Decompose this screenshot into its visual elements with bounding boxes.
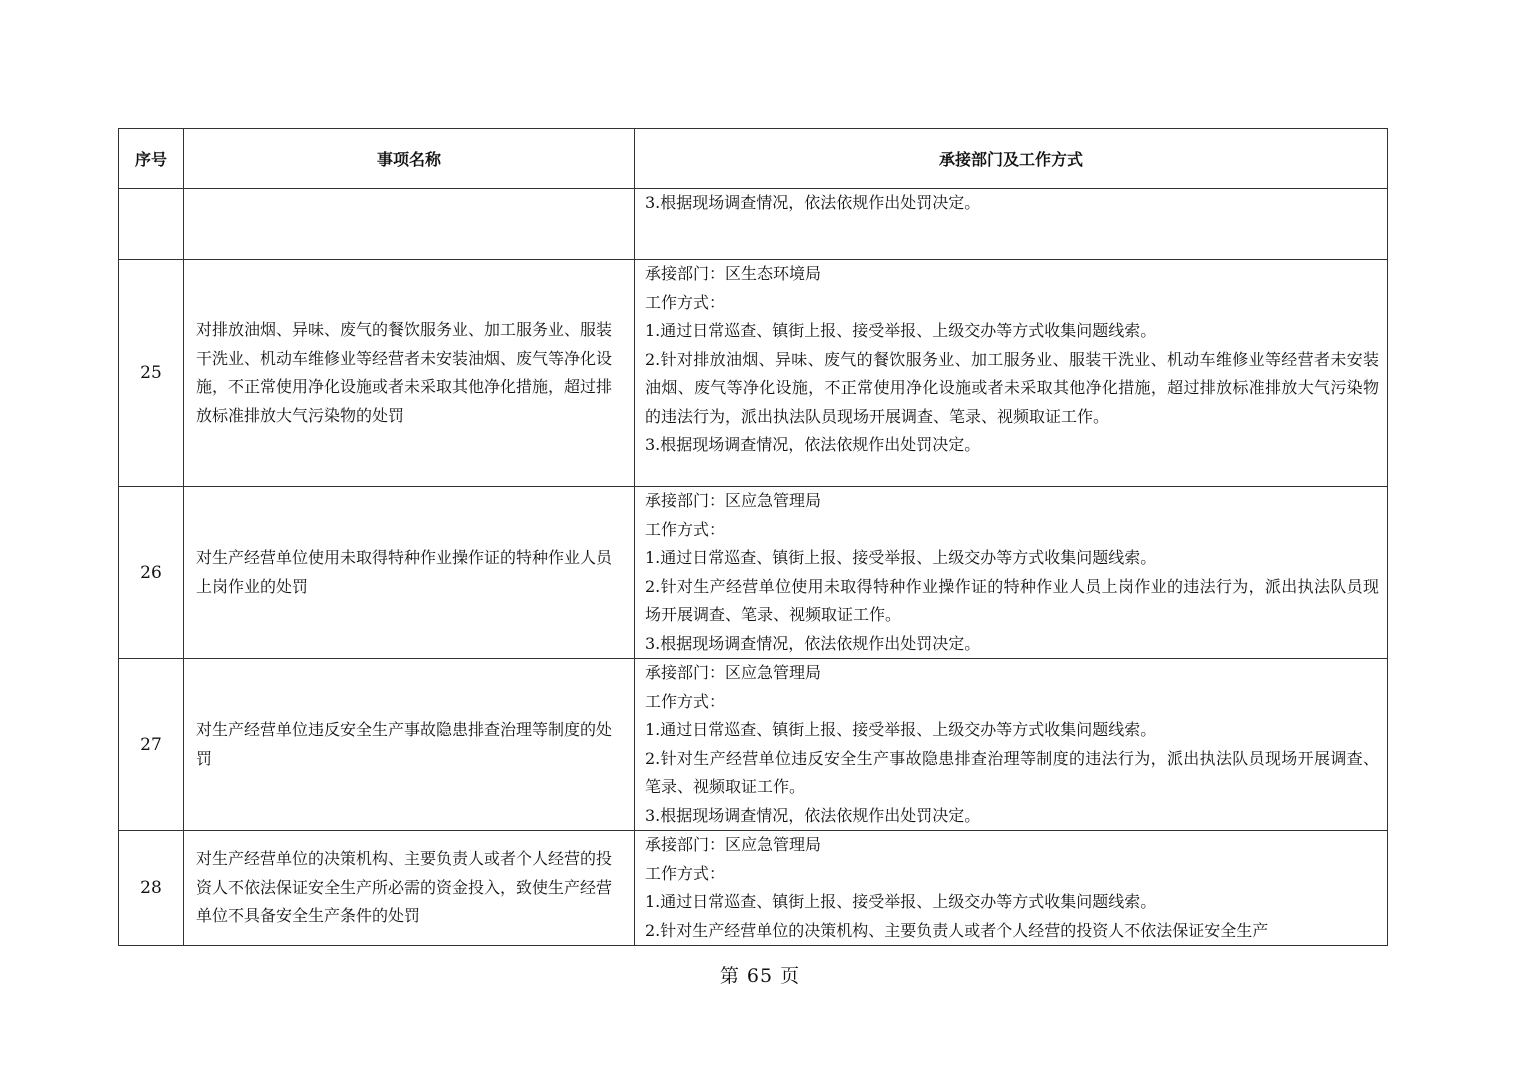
- detail-line: 2.针对生产经营单位违反安全生产事故隐患排查治理等制度的违法行为，派出执法队员现场开展调查、笔录、视频取证工作。: [645, 748, 1379, 796]
- row-detail: [635, 260, 1388, 487]
- table-row: [119, 189, 1388, 260]
- detail-line: 3.根据现场调查情况，依法依规作出处罚决定。: [645, 633, 981, 653]
- row-number: [119, 189, 184, 260]
- header-item-name: 事项名称: [184, 129, 635, 189]
- page-number: 第 65 页: [719, 965, 801, 987]
- detail-line: 1.通过日常巡查、镇街上报、接受举报、上级交办等方式收集问题线索。: [645, 548, 1157, 567]
- row-item-name: [184, 189, 635, 260]
- detail-line: 承接部门：区生态环境局: [645, 264, 822, 283]
- detail-line: 工作方式：: [645, 292, 726, 312]
- detail-line: 承接部门：区应急管理局: [645, 835, 822, 854]
- detail-line: 1.通过日常巡查、镇街上报、接受举报、上级交办等方式收集问题线索。: [645, 720, 1157, 739]
- row-number: 28: [119, 831, 184, 946]
- detail-line: 2.针对排放油烟、异味、废气的餐饮服务业、加工服务业、服装干洗业、机动车维修业等经营者未安装油烟、废气等净化设施，不正常使用净化设施或者未采取其他净化措施，超过排放标准排放大气污染物的违法行为，派出执法队员现场开展调查、笔录、视频取证工作。: [645, 349, 1379, 426]
- row-number: 27: [119, 659, 184, 831]
- detail-line: 2.针对生产经营单位使用未取得特种作业操作证的特种作业人员上岗作业的违法行为，派出执法队员现场开展调查、笔录、视频取证工作。: [645, 576, 1379, 624]
- row-item-name: 对排放油烟、异味、废气的餐饮服务业、加工服务业、服装干洗业、机动车维修业等经营者未安装油烟、废气等净化设施，不正常使用净化设施或者未采取其他净化措施，超过排放标准排放大气污染物的处罚: [184, 260, 635, 487]
- detail-line: 承接部门：区应急管理局: [645, 491, 822, 510]
- detail-line: 3.根据现场调查情况，依法依规作出处罚决定。: [645, 805, 981, 825]
- row-detail: [635, 189, 1388, 260]
- row-item-name: 对生产经营单位违反安全生产事故隐患排查治理等制度的处罚: [184, 659, 635, 831]
- table-row: [119, 831, 1388, 946]
- row-item-name: 对生产经营单位使用未取得特种作业操作证的特种作业人员上岗作业的处罚: [184, 487, 635, 659]
- detail-line: 1.通过日常巡查、镇街上报、接受举报、上级交办等方式收集问题线索。: [645, 321, 1157, 340]
- detail-line: 承接部门：区应急管理局: [645, 663, 822, 682]
- row-detail: [635, 487, 1388, 659]
- row-item-name: 对生产经营单位的决策机构、主要负责人或者个人经营的投资人不依法保证安全生产所必需的资金投入，致使生产经营单位不具备安全生产条件的处罚: [184, 831, 635, 946]
- detail-line: 3.根据现场调查情况，依法依规作出处罚决定。: [645, 193, 981, 212]
- row-detail: [635, 831, 1388, 946]
- detail-line: 工作方式：: [645, 519, 726, 539]
- header-serial-number: 序号: [119, 129, 184, 189]
- detail-line: 工作方式：: [645, 691, 726, 711]
- detail-line: 1.通过日常巡查、镇街上报、接受举报、上级交办等方式收集问题线索。: [645, 892, 1157, 911]
- detail-line: 2.针对生产经营单位的决策机构、主要负责人或者个人经营的投资人不依法保证安全生产: [645, 920, 1269, 940]
- row-number: 25: [119, 260, 184, 487]
- row-detail: [635, 659, 1388, 831]
- table-row: [119, 659, 1388, 831]
- header-department-method: 承接部门及工作方式: [635, 129, 1388, 189]
- document-table: [118, 128, 1388, 946]
- table-row: [119, 487, 1388, 659]
- table-row: [119, 260, 1388, 487]
- detail-line: 工作方式：: [645, 863, 726, 883]
- table-header-row: [119, 129, 1388, 189]
- row-number: 26: [119, 487, 184, 659]
- detail-line: 3.根据现场调查情况，依法依规作出处罚决定。: [645, 435, 981, 454]
